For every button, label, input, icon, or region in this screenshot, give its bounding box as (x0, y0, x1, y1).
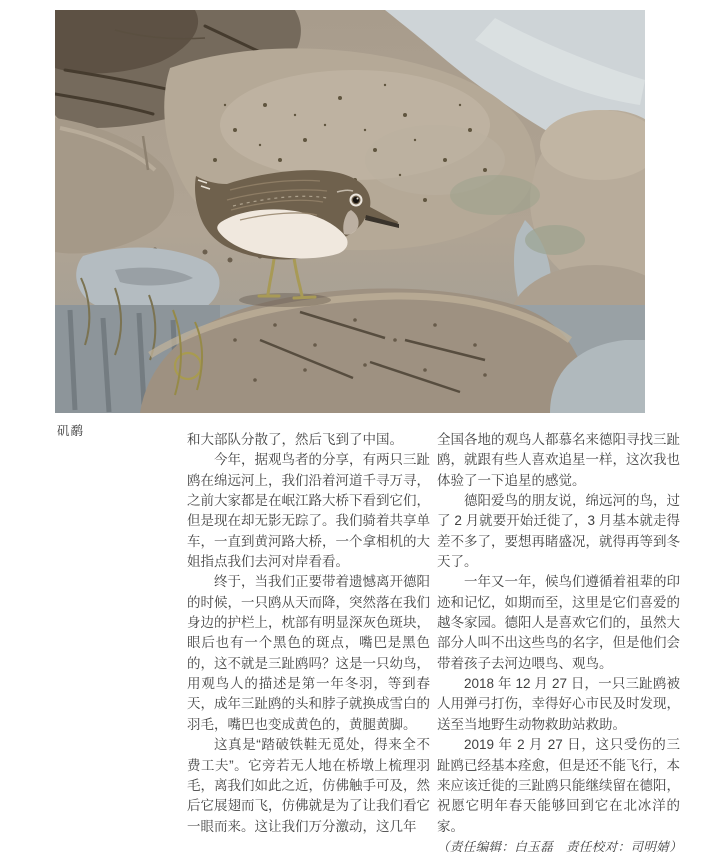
article-column-right (437, 430, 683, 854)
article-photo (55, 10, 645, 413)
article-paragraph: 一年又一年，候鸟们遵循着祖辈的印迹和记忆，如期而至，这里是它们喜爱的越冬家园。德阳人是喜欢它们的，虽然大部分人叫不出这些鸟的名字，但是他们会带着孩子去河边喂鸟、观鸟。 (437, 574, 680, 671)
article-paragraph: 终于，当我们正要带着遗憾离开德阳的时候，一只鸥从天而降，突然落在我们身边的护栏上，枕部有明显深灰色斑块，眼后也有一个黑色的斑点，嘴巴是黑色的，这不就是三趾鸥吗？这是一只幼鸟，用观鸟人的描述是第一年冬羽，等到春天，成年三趾鸥的头和脖子就换成雪白的羽毛，嘴巴也变成黄色的，黄腿黄脚。 (187, 574, 430, 732)
article-paragraph: 全国各地的观鸟人都慕名来德阳寻找三趾鸥，就跟有些人喜欢追星一样，这次我也体验了一下追星的感觉。 (437, 432, 680, 488)
article-paragraph: 今年，据观鸟者的分享，有两只三趾鸥在绵远河上，我们沿着河道千寻万寻，之前大家都是在岷江路大桥下看到它们，但是现在却无影无踪了。我们骑着共享单车，一直到黄河路大桥，一个拿相机的大姐指点我们去河对岸看看。 (187, 452, 430, 570)
photo-bird-eye (353, 197, 359, 203)
article-paragraph: 德阳爱鸟的朋友说，绵远河的鸟，过了 2 月就要开始迁徙了，3 月基本就走得差不多了，要想再睹盛况，就得再等到冬天了。 (437, 493, 680, 570)
article-paragraph: 2018 年 12 月 27 日，一只三趾鸥被人用弹弓打伤，幸得好心市民及时发现，送至当地野生动物救助站救助。 (437, 676, 680, 732)
editor-credit-line: （责任编辑：白玉磊 责任校对：司明婧） (437, 838, 683, 854)
photo-caption: 矶鹬 (57, 424, 85, 438)
article-paragraph: 2019 年 2 月 27 日，这只受伤的三趾鸥已经基本痊愈，但是还不能飞行，本来应该迁徙的三趾鸥只能继续留在德阳，祝愿它明年春天能够回到它在北冰洋的家。 (437, 737, 680, 834)
bird-photo-illustration (55, 10, 645, 413)
article-paragraph: 这真是“踏破铁鞋无觅处，得来全不费工夫”。它旁若无人地在桥墩上梳理羽毛，离我们如此之近，仿佛触手可及，然后它展翅而飞，仿佛就是为了让我们看它一眼而来。这让我们万分激动，这几年 (187, 737, 430, 834)
article-paragraph: 和大部队分散了，然后飞到了中国。 (187, 432, 403, 447)
photo-bird-shadow (239, 293, 331, 307)
article-column-left (187, 430, 430, 840)
